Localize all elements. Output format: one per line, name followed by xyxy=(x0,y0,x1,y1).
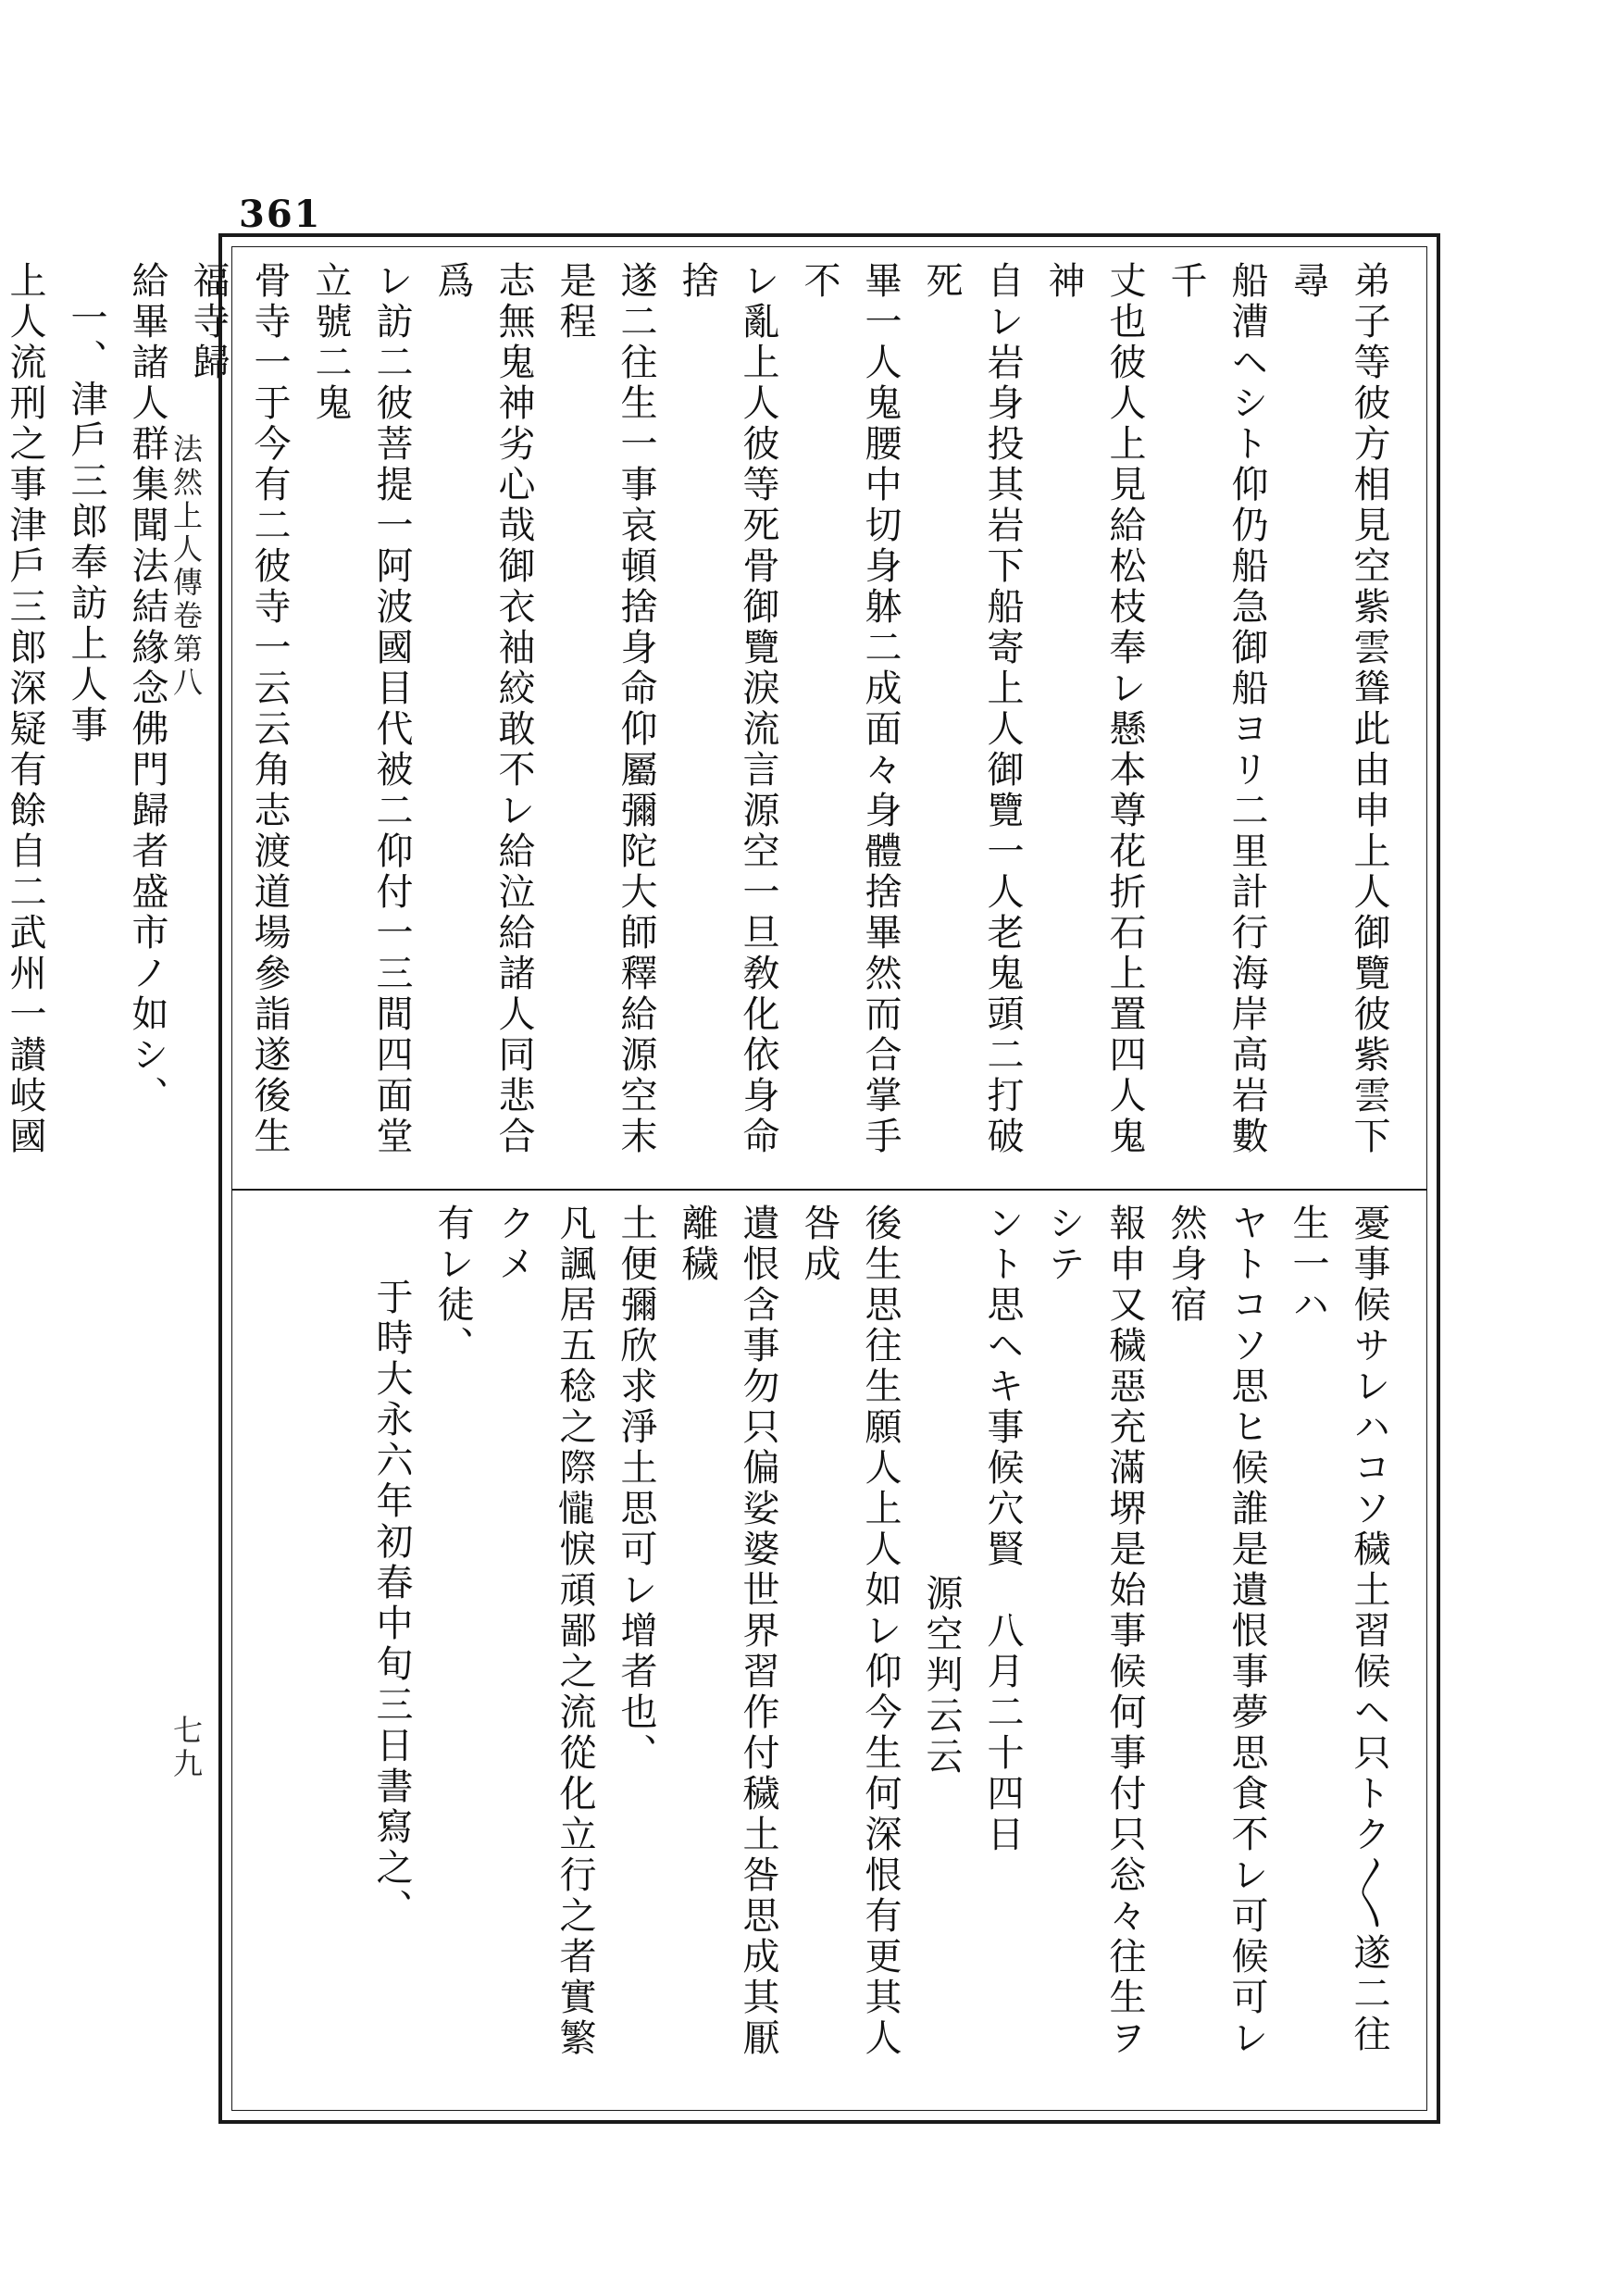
text-line: 自レ岩身投其岩下船寄上人御覽一人老鬼頭二打破死 xyxy=(920,261,1024,1157)
text-line: 船漕ヘシト仰仍船急御船ヨリ二里計行海岸高岩數千 xyxy=(1164,261,1268,1157)
text-line: 志無鬼神劣心哉御衣袖絞敢不レ給泣給諸人同悲合爲 xyxy=(431,261,535,1157)
text-line: レ訪二彼菩提一阿波國目代被二仰付一三間四面堂立號二鬼 xyxy=(309,261,413,1157)
upper-text-block xyxy=(0,261,1400,1176)
text-line: 凡諷居五稔之際𢤱悷頑鄙之流從化立行之者實繁クメ xyxy=(492,1204,596,2059)
text-line: 遺恨含事勿只偏娑婆世界習作付穢土咎思成其厭離穢 xyxy=(676,1204,779,2059)
text-line: 給畢諸人群集聞法結緣念佛門歸者盛市ノ如シ、 xyxy=(126,261,168,1117)
running-head: 法然上人傳卷第八 xyxy=(168,433,204,700)
text-line: 遂二往生一事哀頓捨身命仰屬彌陀大師釋給源空末是程 xyxy=(554,261,657,1157)
text-line: 報申又穢惡充滿堺是始事候何事付只忩々往生ヲシテ xyxy=(1042,1204,1146,2059)
text-line: ヤトコソ思ヒ候誰是遺恨事夢思食不レ可候可レ然身宿 xyxy=(1164,1204,1268,2059)
section-divider xyxy=(231,1189,1427,1191)
folio: 七九 xyxy=(168,1715,204,1781)
signature: 源空判云云 xyxy=(920,1574,963,1778)
text-line: 憂事候サレハコソ穢土習候ヘ只トク〳〵遂二往生一ハ xyxy=(1287,1204,1390,2055)
colophon-date: 于時大永六年初春中旬三日書寫之、 xyxy=(370,1278,413,1929)
text-line: 丈也彼人上見給松枝奉レ懸本尊花折石上置四人鬼神 xyxy=(1042,261,1146,1157)
text-line: 上人流刑之事津戶三郎深疑有餘自二武州一讃岐國 xyxy=(4,261,46,1157)
text-line: 骨寺一于今有二彼寺一云云角志渡道場參詣遂後生福寺歸 xyxy=(187,261,291,1157)
text-line: 有レ徒、 xyxy=(431,1204,474,1366)
text-line: 弟子等彼方相見空紫雲聳此由申上人御覽彼紫雲下尋 xyxy=(1287,261,1390,1157)
section-heading: 一、津戶三郎奉訪上人事 xyxy=(65,298,107,746)
text-line: 土便彌欣求淨土思可レ增者也、 xyxy=(615,1204,657,1774)
text-line: 畢一人鬼腰中切身躰二成面々身體捨畢然而合掌手不 xyxy=(798,261,902,1157)
lower-text-block xyxy=(361,1204,1400,2092)
text-line: 後生思往生願人上人如レ仰今生何深恨有更其人咎成 xyxy=(798,1204,902,2059)
text-line: レ亂上人彼等死骨御覽淚流言源空一旦敎化依身命捨 xyxy=(676,261,779,1157)
page-number: 361 xyxy=(239,193,322,236)
text-line: ント思ヘキ事候穴賢 八月二十四日 xyxy=(981,1204,1024,1855)
